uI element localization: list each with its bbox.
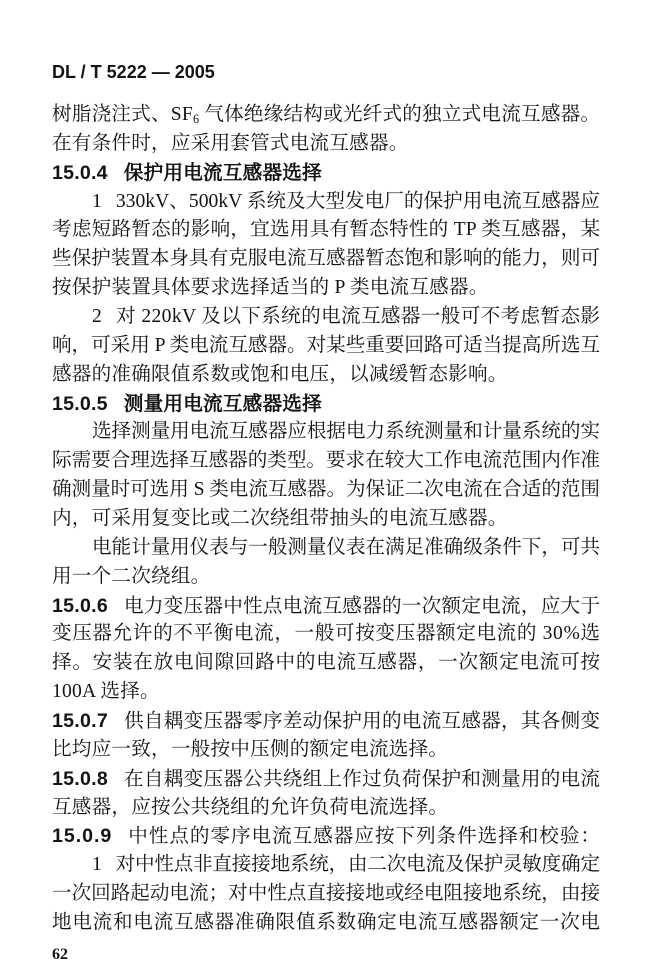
body-line [52,447,600,476]
list-item [52,303,600,332]
body-line [52,245,600,274]
list-item [52,851,600,880]
section-heading [52,390,600,419]
line-text: 在自耦变压器公共绕组上作过负荷保护和测量用的电流 [123,768,601,790]
section-number: 15.0.6 [52,594,108,617]
item-number: 1 [92,854,102,876]
section-number: 15.0.7 [52,710,108,733]
body-line [52,216,600,245]
line-text: 考虑短路暂态的影响，宜选用具有暂态特性的 TP 类互感器，某 [52,219,601,241]
line-text: 电力变压器中性点电流互感器的一次额定电流，应大于 [123,595,601,617]
body-line [52,274,600,303]
line-text: 感器的准确限值系数或饱和电压，以减缓暂态影响。 [52,363,508,385]
line-text: 选择测量用电流互感器应根据电力系统测量和计量系统的实 [92,421,600,443]
body-line [52,563,600,592]
line-text: 气体绝缘结构或光纤式的独立式电流互感器。 [199,104,601,125]
line-text: 一次回路起动电流；对中性点直接接地或经电阻接地系统，由接 [52,883,600,905]
body-line [52,649,600,678]
line-text: 按保护装置具体要求选择适当的 P 类电流互感器。 [52,277,489,299]
subscript: 6 [192,112,200,127]
body-line [52,794,600,823]
page-number: 62 [52,946,68,963]
body-line [52,361,600,390]
clause-line [52,822,600,851]
item-number: 2 [92,306,103,328]
list-item [52,188,600,217]
line-text: 比均应一致，一般按中压侧的额定电流选择。 [52,738,449,760]
line-text: 330kV、500kV 系统及大型发电厂的保护用电流互感器应 [115,190,601,212]
line-text: 在有条件时，应采用套管式电流互感器。 [52,132,409,154]
section-number: 15.0.5 [52,392,108,415]
body-line [52,620,600,649]
body-line [52,736,600,765]
standard-code-header: DL / T 5222 — 2005 [52,62,215,82]
line-text: 用一个二次绕组。 [52,565,211,587]
line-text: 内，可采用复变比或二次绕组带抽头的电流互感器。 [52,508,508,530]
section-title: 保护用电流互感器选择 [123,160,322,184]
line-text: 互感器，应按公共绕组的允许负荷电流选择。 [52,796,449,818]
clause-line [52,707,600,736]
section-heading [52,159,600,188]
line-text: 择。安装在放电间隙回路中的电流互感器，一次额定电流可按 [52,652,601,674]
item-number: 1 [92,190,102,212]
clause-line [52,765,600,794]
section-number: 15.0.8 [52,767,108,790]
document-body [52,101,600,938]
line-text: 际需要合理选择互感器的类型。要求在较大工作电流范围内作准 [52,450,600,472]
section-number: 15.0.4 [52,161,108,184]
body-line [52,880,600,909]
line-text: 对中性点非直接接地系统，由二次电流及保护灵敏度确定 [115,854,600,876]
body-line [52,418,600,447]
line-text: 树脂浇注式、SF [52,104,193,125]
section-number: 15.0.9 [52,825,113,848]
body-line [52,534,600,563]
body-line [52,332,600,361]
body-line [52,678,600,707]
body-line [52,909,600,938]
body-line [52,130,600,159]
line-text: 电能计量用仪表与一般测量仪表在满足准确级条件下，可共 [92,536,600,558]
clause-line [52,592,600,621]
line-text: 100A 选择。 [52,681,160,703]
line-text: 对 220kV 及以下系统的电流互感器一般可不考虑暂态影 [116,306,601,328]
line-text: 中性点的零序电流互感器应按下列条件选择和校验： [128,826,601,848]
line-text: 些保护装置本身具有克服电流互感器暂态饱和影响的能力，则可 [52,248,600,270]
line-text: 确测量时可选用 S 类电流互感器。为保证二次电流在合适的范围 [52,479,600,501]
line-text: 供自耦变压器零序差动保护用的电流互感器，其各侧变 [123,711,601,733]
body-line [52,476,600,505]
body-line [52,505,600,534]
line-text: 地电流和电流互感器准确限值系数确定电流互感器额定一次电 [52,912,601,934]
line-text: 变压器允许的不平衡电流，一般可按变压器额定电流的 30%选 [52,623,601,645]
body-line [52,101,600,130]
section-title: 测量用电流互感器选择 [123,391,322,415]
line-text: 响，可采用 P 类电流互感器。对某些重要回路可适当提高所选互 [52,334,600,356]
